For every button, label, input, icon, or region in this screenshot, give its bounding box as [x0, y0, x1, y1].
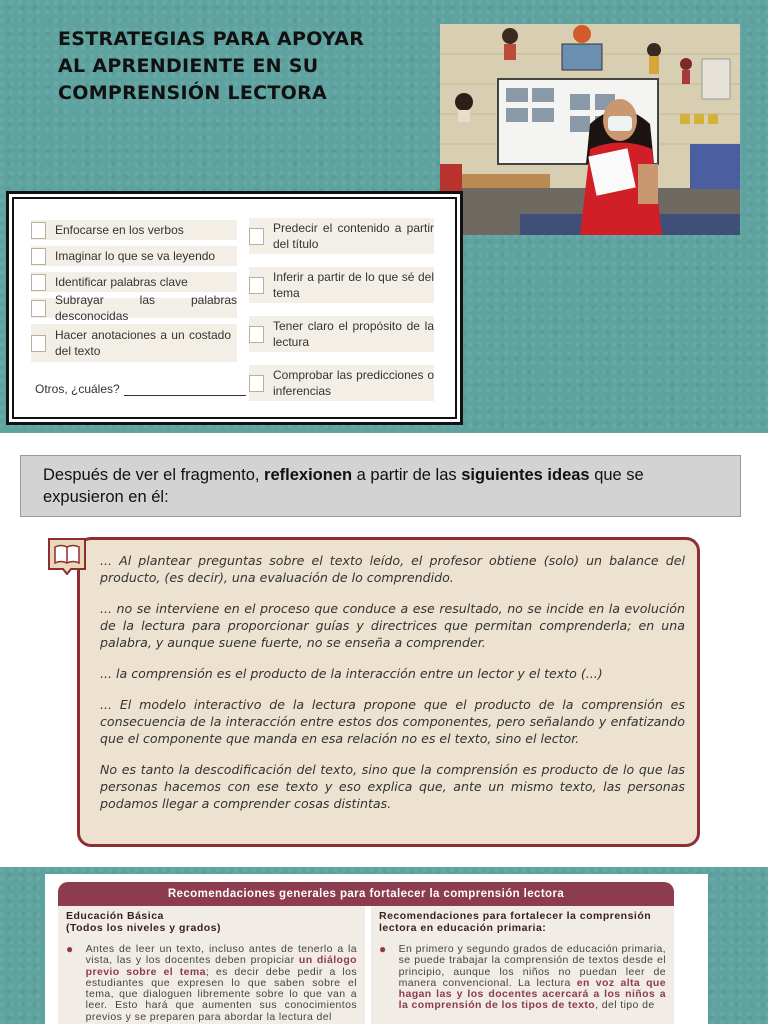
checklist-item[interactable] [31, 220, 237, 240]
recommendation-text: En primero y segundo grados de educación primaria, se puede trabajar la comprensión de textos desde el principio, aunque los niños no puedan leer de manera convencional. La lectura [398, 943, 666, 989]
checklist-item-label: Hacer anotaciones a un costado del texto [55, 328, 231, 358]
open-book-icon [47, 537, 87, 575]
checklist-item-label: Identificar palabras clave [55, 275, 188, 289]
quote-paragraph: ... la comprensión es el producto de la interacción entre un lector y el texto (...) [100, 666, 603, 681]
recommendations-basic-education [58, 906, 365, 1024]
checklist-item[interactable] [249, 267, 434, 303]
quote-paragraph: ... no se interviene en el proceso que conduce a ese resultado, no se incide en la evolución de la lectura para proporcionar guías y directrices que permitan comprenderla; en una palabra, y aunque suene fuerte, no se enseña a comprender. [100, 601, 685, 650]
column-heading-line: (Todos los niveles y grados) [66, 922, 222, 934]
checkbox[interactable] [31, 335, 46, 352]
quote-paragraph: ... Al plantear preguntas sobre el texto leído, el profesor obtiene (solo) un balance del producto, (es decir), una evaluación de lo comprendido. [100, 553, 685, 585]
instruction-text: a partir de las [352, 466, 462, 484]
checklist-item[interactable] [249, 218, 434, 254]
bullet-icon: ● [66, 942, 74, 956]
other-strategies-input-line[interactable] [124, 383, 246, 396]
other-strategies-label: Otros, ¿cuáles? [35, 382, 120, 396]
checkbox[interactable] [31, 300, 46, 317]
other-strategies-field[interactable] [35, 382, 246, 396]
checkbox[interactable] [249, 326, 264, 343]
recommendations-panel [45, 874, 708, 1024]
checklist-item[interactable] [31, 324, 237, 362]
checklist-item[interactable] [31, 293, 237, 323]
checkbox[interactable] [31, 274, 46, 291]
recommendation-text: Antes de leer un texto, incluso antes de tenerlo a la vista, las y los docentes deben propiciar [85, 943, 357, 967]
quote-paragraph: ... El modelo interactivo de la lectura propone que el producto de la comprensión es consecuencia de la interacción entre estos dos componentes, pero señalando y enfatizando que el componente que manda en esa relación no es el texto, sino el lector. [100, 697, 685, 746]
page-title: ESTRATEGIAS PARA APOYAR AL APRENDIENTE EN SU COMPRENSIÓN LECTORA [58, 28, 365, 104]
column-heading [66, 910, 357, 934]
checklist-item-label: Imaginar lo que se va leyendo [55, 249, 216, 263]
quote-paragraph: No es tanto la descodificación del texto, sino que la comprensión es producto de lo que las personas hacemos con ese texto y eso explica que, ante un mismo texto, las personas podamos llegar a comprender cosas distintas. [100, 762, 685, 811]
checkbox[interactable] [31, 248, 46, 265]
recommendation-item [66, 944, 357, 1023]
instruction-emphasis: reflexionen [264, 466, 353, 484]
recommendation-text: , del tipo de [595, 999, 655, 1012]
instruction-banner [20, 455, 741, 517]
recommendations-primary-education [371, 906, 674, 1024]
checklist-item-label: Tener claro el propósito de la lectura [273, 319, 434, 349]
quotes-box [77, 537, 700, 847]
checklist-item-label: Enfocarse en los verbos [55, 223, 184, 237]
checkbox[interactable] [249, 375, 264, 392]
instruction-text: Después de ver el fragmento, [43, 466, 265, 484]
top-banner [0, 0, 768, 433]
recommendation-text: ; es decir debe pedir a los estudiantes que expresen lo que saben sobre el tema, que dialoguen libremente sobre lo que van a leer. Esto hará que aumenten sus conocimientos previos y se preparen para abordar la lectura del [85, 965, 357, 1023]
checklist-item[interactable] [249, 316, 434, 352]
recommendations-title: Recomendaciones generales para fortalecer la comprensión lectora [58, 882, 674, 906]
checklist-item-label: Subrayar las palabras desconocidas [55, 293, 237, 323]
recommendation-item [379, 944, 666, 1012]
checklist-item[interactable] [249, 365, 434, 401]
classroom-photo [440, 24, 740, 235]
strategies-checklist [6, 191, 463, 425]
instruction-text: que se expusieron en él: [43, 466, 644, 506]
recommendation-emphasis: un diálogo previo sobre el tema [85, 954, 357, 978]
checklist-item-label: Predecir el contenido a partir del título [273, 221, 434, 251]
instruction-emphasis: siguientes ideas [461, 466, 590, 484]
checkbox[interactable] [249, 277, 264, 294]
checklist-item[interactable] [31, 246, 237, 266]
bullet-icon: ● [379, 942, 387, 956]
checklist-item[interactable] [31, 272, 237, 292]
recommendations-banner [0, 867, 768, 1024]
checkbox[interactable] [31, 222, 46, 239]
recommendation-emphasis: en voz alta que hagan las y los docentes acercará a los niños a la comprensión de los tipos de texto [398, 976, 666, 1012]
checklist-item-label: Comprobar las predicciones o inferencias [273, 368, 434, 398]
column-heading-line: Educación Básica [66, 910, 164, 922]
checkbox[interactable] [249, 228, 264, 245]
checklist-item-label: Inferir a partir de lo que sé del tema [273, 270, 434, 300]
column-heading: Recomendaciones para fortalecer la comprensión lectora en educación primaria: [379, 910, 652, 934]
